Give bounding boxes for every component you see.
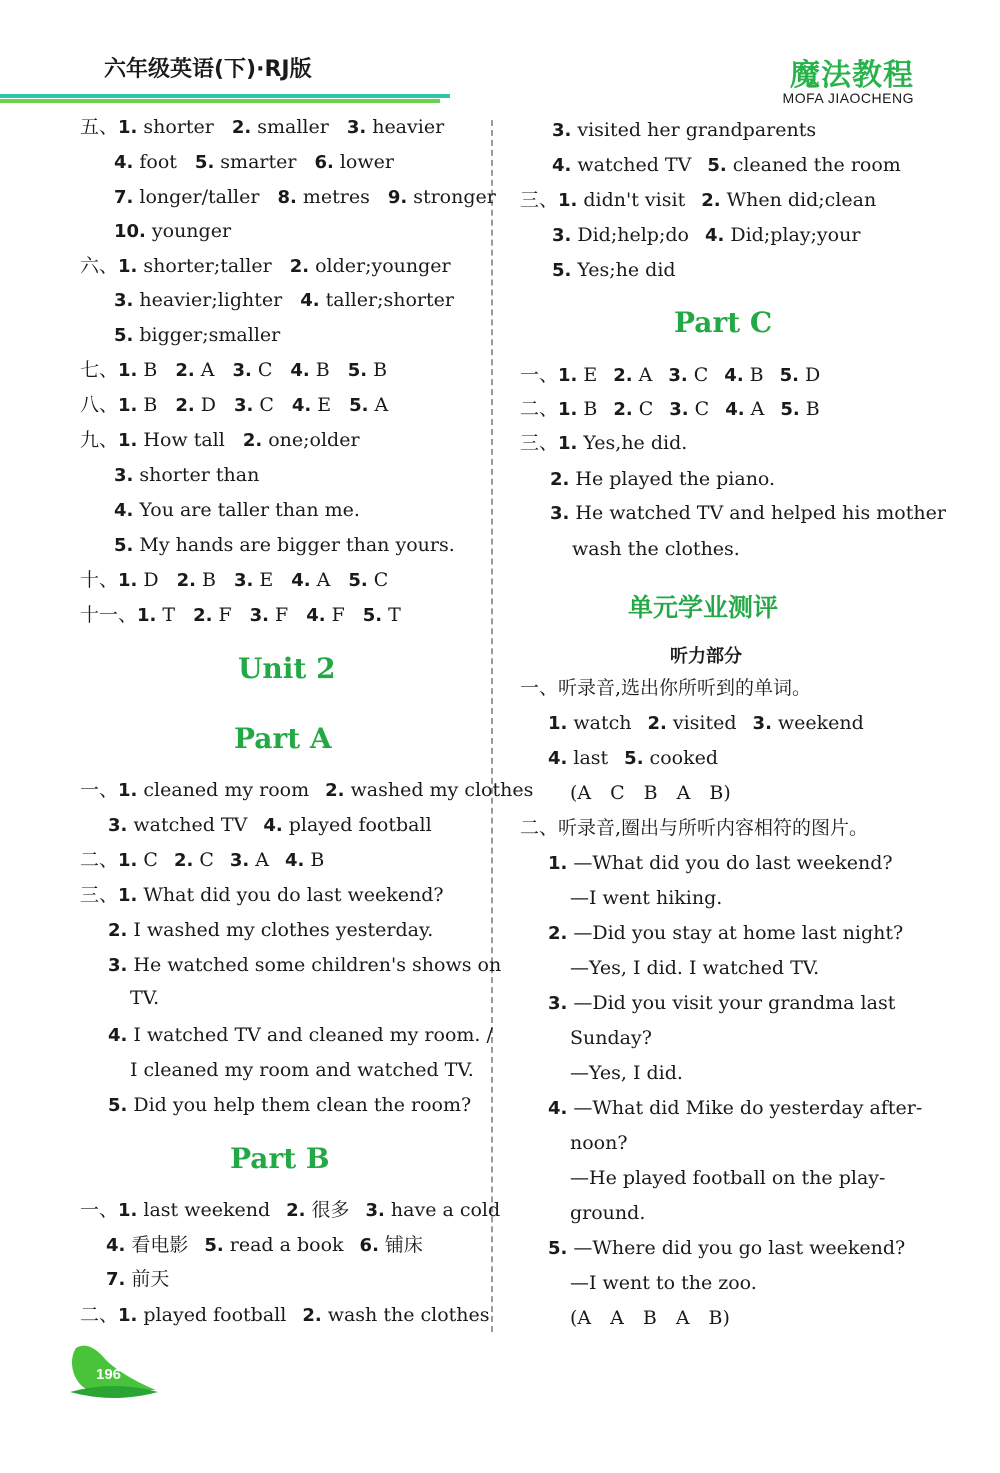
item-number: 1.: [118, 1200, 138, 1221]
item-number: 4.: [306, 605, 326, 626]
answer-text: Yes;he did: [577, 259, 676, 281]
answer-text: heavier;lighter: [139, 289, 283, 311]
item-number: 4.: [552, 155, 572, 176]
item-number: 2.: [701, 190, 721, 211]
item-number: 1.: [548, 713, 568, 734]
answer-text: smaller: [257, 116, 329, 138]
answer-text: D: [143, 569, 159, 591]
answer-text: Did;play;your: [730, 224, 861, 246]
answer-text: foot: [139, 151, 177, 173]
item-number: 3.: [365, 1200, 385, 1221]
answer-text: older;younger: [315, 255, 451, 277]
answer-text: smarter: [220, 151, 297, 173]
answer-text: shorter;taller: [143, 255, 272, 277]
answer-text: —Yes, I did.: [570, 1062, 683, 1084]
answer-text: C: [257, 359, 273, 381]
answer-text: D: [805, 364, 821, 386]
answer-line: [548, 850, 909, 877]
answer-text: (A C B A B): [570, 782, 731, 804]
item-number: 4.: [114, 500, 134, 521]
item-number: 2.: [647, 713, 667, 734]
item-number: 5.: [362, 605, 383, 626]
section-label: 一、: [80, 1199, 119, 1221]
section-label: 三、: [520, 189, 559, 211]
section-label: 二、: [80, 1304, 119, 1326]
answer-line: [108, 1022, 509, 1049]
answer-line: [108, 952, 517, 979]
item-number: 4.: [290, 360, 310, 381]
item-number: 6.: [359, 1235, 379, 1256]
item-number: 4.: [114, 152, 134, 173]
answer-text: A: [200, 359, 215, 381]
answer-text: A: [255, 849, 269, 871]
section-label: 一、: [520, 364, 559, 386]
answer-line: [552, 117, 832, 144]
answer-line: [548, 710, 880, 737]
item-number: 1.: [118, 1305, 138, 1326]
item-number: 9.: [387, 187, 408, 208]
item-number: 4.: [548, 1098, 568, 1119]
answer-text: How tall: [143, 429, 225, 451]
answer-text: visited her grandparents: [577, 119, 817, 141]
answer-text: last: [573, 747, 609, 769]
item-number: 7.: [106, 1269, 126, 1290]
item-number: 5.: [348, 570, 368, 591]
brand-logo: 魔法教程: [790, 58, 914, 93]
answer-text: F: [331, 604, 345, 626]
item-number: 3.: [232, 360, 252, 381]
answer-line: [80, 357, 405, 384]
answer-text: shorter: [143, 116, 214, 138]
answer-line: [520, 396, 836, 423]
answer-text: —What did you do last weekend?: [573, 852, 893, 874]
item-number: 4.: [300, 290, 320, 311]
item-number: 2.: [173, 850, 194, 871]
answer-line: [570, 955, 835, 981]
answer-text: C: [694, 398, 710, 420]
answer-text: younger: [151, 220, 232, 242]
item-number: 4.: [725, 399, 745, 420]
answer-text: played football: [143, 1304, 287, 1326]
answer-text: You are taller than me.: [139, 499, 360, 521]
answer-text: bigger;smaller: [139, 324, 281, 346]
answer-line: [114, 322, 298, 349]
item-number: 1.: [118, 395, 138, 416]
item-number: 3.: [668, 365, 688, 386]
answer-text: My hands are bigger than yours.: [139, 534, 455, 556]
answer-line: [80, 427, 378, 454]
answer-line: [106, 1232, 439, 1259]
answer-line: [108, 917, 449, 944]
unit-heading: Unit 2: [238, 652, 336, 685]
part-a-heading: Part A: [234, 722, 332, 755]
brand-subtitle: MOFA JIAOCHENG: [782, 90, 914, 106]
answer-text: heavier: [372, 116, 445, 138]
answer-line: [570, 1270, 773, 1296]
answer-text: cleaned my room: [143, 779, 310, 801]
part-c-heading: Part C: [674, 306, 773, 339]
item-number: 1.: [118, 256, 138, 277]
answer-text: cleaned the room: [732, 154, 901, 176]
answer-text: watched TV: [577, 154, 692, 176]
answer-text: A: [374, 394, 389, 416]
item-number: 1.: [558, 365, 578, 386]
answer-text: C: [373, 569, 389, 591]
answer-text: I cleaned my room and watched TV.: [130, 1059, 474, 1081]
answer-text: C: [143, 849, 158, 871]
answer-text: 铺床: [384, 1234, 423, 1256]
answer-line: [520, 675, 811, 701]
item-number: 2.: [176, 570, 196, 591]
item-number: 1.: [118, 885, 138, 906]
item-number: 5.: [779, 365, 800, 386]
answer-text: F: [275, 604, 289, 626]
answer-text: Did you help them clean the room?: [133, 1094, 472, 1116]
item-number: 4.: [724, 365, 744, 386]
item-number: 3.: [108, 955, 128, 976]
answer-line: [80, 1302, 506, 1329]
answer-line: [548, 1235, 921, 1262]
answer-text: ground.: [570, 1202, 646, 1224]
answer-line: [520, 187, 892, 214]
item-number: 5.: [548, 1238, 568, 1259]
item-number: 3.: [550, 503, 570, 524]
answer-line: [552, 152, 917, 179]
item-number: 5.: [347, 360, 368, 381]
answer-line: [548, 1095, 938, 1122]
answer-text: E: [583, 364, 598, 386]
answer-text: E: [259, 569, 274, 591]
answer-line: [520, 362, 836, 389]
item-number: 10.: [114, 221, 146, 242]
answer-text: wash the clothes.: [572, 538, 740, 560]
answer-text: A: [638, 364, 653, 386]
item-number: 2.: [613, 399, 633, 420]
answer-text: B: [749, 364, 764, 386]
item-number: 8.: [277, 187, 297, 208]
item-number: 1.: [558, 433, 578, 454]
item-number: 5.: [194, 152, 215, 173]
header-stripe: [0, 94, 450, 104]
answer-line: [550, 500, 962, 527]
answer-text: 很多: [311, 1199, 350, 1221]
answer-text: —I went to the zoo.: [570, 1272, 757, 1294]
answer-text: weekend: [777, 712, 864, 734]
item-number: 4.: [284, 850, 305, 871]
page-number: 196: [96, 1366, 122, 1383]
item-number: 2.: [325, 780, 345, 801]
listening-heading: 听力部分: [670, 646, 742, 667]
item-number: 3.: [752, 713, 772, 734]
answer-text: I washed my clothes yesterday.: [133, 919, 434, 941]
answer-text: B: [143, 359, 158, 381]
item-number: 3.: [669, 399, 689, 420]
section-label: 一、: [80, 779, 119, 801]
answer-line: [80, 114, 462, 141]
section-label: 三、: [520, 432, 559, 454]
answer-text: stronger: [413, 186, 496, 208]
item-number: 4.: [263, 815, 283, 836]
section-label: 九、: [80, 429, 119, 451]
item-number: 2.: [286, 1200, 306, 1221]
answer-line: [570, 1305, 746, 1331]
answer-text: 前天: [131, 1268, 170, 1290]
answer-text: B: [315, 359, 330, 381]
item-number: 1.: [118, 117, 138, 138]
answer-line: [114, 287, 472, 314]
answer-text: A: [316, 569, 331, 591]
section-label: 八、: [80, 394, 119, 416]
answer-line: [520, 815, 868, 841]
answer-text: —Did you stay at home last night?: [573, 922, 904, 944]
item-number: 3.: [108, 815, 128, 836]
answer-text: I watched TV and cleaned my room. /: [133, 1024, 493, 1046]
answer-text: washed my clothes: [350, 779, 534, 801]
item-number: 4.: [291, 570, 311, 591]
item-number: 4.: [704, 225, 725, 246]
answer-text: —What did Mike do yesterday after-: [573, 1097, 923, 1119]
answer-text: E: [317, 394, 332, 416]
answer-line: [552, 257, 692, 284]
column-divider: [491, 120, 493, 1332]
item-number: 1.: [558, 190, 578, 211]
answer-line: [114, 184, 514, 211]
answer-text: When did;clean: [726, 189, 877, 211]
item-number: 5.: [552, 260, 572, 281]
answer-line: [114, 218, 249, 245]
answer-line: [80, 253, 469, 280]
item-number: 2.: [175, 395, 195, 416]
answer-line: [520, 430, 703, 457]
answer-line: [130, 985, 175, 1011]
answer-text: played football: [288, 814, 432, 836]
item-number: 5.: [114, 535, 134, 556]
answer-text: F: [218, 604, 232, 626]
item-number: 2.: [193, 605, 213, 626]
answer-line: [114, 497, 378, 524]
item-number: 1.: [548, 853, 568, 874]
answer-text: Sunday?: [570, 1027, 652, 1049]
answer-text: D: [200, 394, 216, 416]
item-number: 2.: [302, 1305, 322, 1326]
answer-line: [80, 392, 406, 419]
answer-line: [106, 1266, 185, 1293]
answer-line: [572, 536, 756, 562]
answer-text: taller;shorter: [325, 289, 454, 311]
answer-text: cooked: [649, 747, 718, 769]
answer-line: [548, 745, 734, 772]
answer-text: have a cold: [390, 1199, 501, 1221]
answer-text: He watched TV and helped his mother: [575, 502, 946, 524]
section-label: 一、听录音,选出你所听到的单词。: [520, 677, 812, 699]
answer-text: What did you do last weekend?: [143, 884, 444, 906]
item-number: 1.: [137, 605, 157, 626]
answer-line: [130, 1057, 490, 1083]
answer-text: —Where did you go last weekend?: [573, 1237, 906, 1259]
answer-line: [80, 777, 549, 804]
test-heading: 单元学业测评: [628, 593, 779, 622]
answer-line: [570, 1060, 699, 1086]
item-number: 5.: [707, 155, 727, 176]
answer-line: [114, 149, 412, 176]
answer-text: T: [388, 604, 401, 626]
answer-text: noon?: [570, 1132, 628, 1154]
item-number: 3.: [552, 225, 572, 246]
answer-line: [80, 882, 460, 909]
answer-line: [548, 920, 919, 947]
answer-line: [80, 847, 340, 874]
answer-line: [570, 1200, 661, 1226]
answer-text: B: [202, 569, 216, 591]
answer-text: last weekend: [143, 1199, 271, 1221]
item-number: 5.: [349, 395, 369, 416]
answer-line: [552, 222, 876, 249]
item-number: 1.: [558, 399, 578, 420]
part-b-heading: Part B: [230, 1142, 330, 1175]
item-number: 6.: [314, 152, 334, 173]
item-number: 1.: [118, 780, 138, 801]
answer-text: lower: [339, 151, 394, 173]
item-number: 5.: [204, 1235, 224, 1256]
answer-text: A: [750, 398, 765, 420]
book-title: 六年级英语(下)·RJ版: [104, 57, 312, 82]
answer-text: B: [805, 398, 820, 420]
section-label: 三、: [80, 884, 119, 906]
answer-text: He played the piano.: [575, 468, 776, 490]
item-number: 3.: [552, 120, 572, 141]
section-label: 六、: [80, 255, 119, 277]
item-number: 4.: [548, 748, 568, 769]
answer-text: Did;help;do: [577, 224, 689, 246]
answer-text: —I went hiking.: [570, 887, 723, 909]
item-number: 3.: [548, 993, 568, 1014]
answer-text: Yes,he did.: [583, 432, 688, 454]
answer-text: watched TV: [133, 814, 248, 836]
answer-line: [108, 812, 448, 839]
item-number: 3.: [233, 395, 254, 416]
item-number: 3.: [233, 570, 254, 591]
answer-text: wash the clothes: [327, 1304, 490, 1326]
answer-text: longer/taller: [139, 186, 260, 208]
section-label: 七、: [80, 359, 119, 381]
section-label: 五、: [80, 116, 119, 138]
item-number: 1.: [118, 570, 138, 591]
answer-text: B: [583, 398, 598, 420]
answer-line: [548, 990, 911, 1017]
answer-text: C: [693, 364, 709, 386]
section-label: 十一、: [80, 604, 138, 626]
answer-text: B: [143, 394, 158, 416]
answer-text: shorter than: [139, 464, 260, 486]
answer-line: [80, 1197, 516, 1224]
answer-line: [114, 532, 473, 559]
item-number: 1.: [118, 850, 138, 871]
answer-line: [570, 780, 747, 806]
item-number: 1.: [118, 430, 138, 451]
answer-line: [570, 1025, 668, 1051]
item-number: 5.: [114, 325, 134, 346]
item-number: 2.: [548, 923, 568, 944]
item-number: 2.: [242, 430, 263, 451]
answer-text: one;older: [268, 429, 360, 451]
answer-text: T: [162, 604, 176, 626]
item-number: 2.: [175, 360, 195, 381]
answer-text: —Did you visit your grandma last: [573, 992, 896, 1014]
answer-text: C: [199, 849, 214, 871]
answer-text: C: [259, 394, 274, 416]
answer-text: didn't visit: [583, 189, 686, 211]
answer-text: —He played football on the play-: [570, 1167, 886, 1189]
item-number: 2.: [289, 256, 310, 277]
page-number-badge: [66, 1340, 161, 1404]
answer-text: C: [638, 398, 654, 420]
item-number: 5.: [780, 399, 800, 420]
answer-text: TV.: [130, 987, 160, 1009]
answer-text: watch: [573, 712, 632, 734]
section-label: 二、听录音,圈出与所听内容相符的图片。: [520, 817, 869, 839]
item-number: 2.: [108, 920, 128, 941]
answer-text: visited: [672, 712, 737, 734]
answer-line: [570, 885, 738, 911]
answer-text: B: [373, 359, 388, 381]
section-label: 二、: [520, 398, 559, 420]
answer-line: [570, 1165, 901, 1191]
item-number: 3.: [346, 117, 367, 138]
answer-line: [570, 1130, 644, 1156]
item-number: 3.: [229, 850, 250, 871]
section-label: 二、: [80, 849, 119, 871]
item-number: 2.: [550, 469, 570, 490]
answer-text: metres: [302, 186, 370, 208]
item-number: 5.: [108, 1095, 128, 1116]
item-number: 1.: [118, 360, 138, 381]
answer-line: [80, 602, 419, 629]
answer-text: B: [310, 849, 325, 871]
item-number: 3.: [114, 465, 134, 486]
item-number: 2.: [613, 365, 633, 386]
item-number: 7.: [114, 187, 134, 208]
section-label: 十、: [80, 569, 119, 591]
item-number: 4.: [108, 1025, 128, 1046]
answer-line: [114, 462, 277, 489]
item-number: 3.: [114, 290, 134, 311]
item-number: 5.: [624, 748, 644, 769]
answer-text: 看电影: [131, 1234, 189, 1256]
item-number: 4.: [106, 1235, 126, 1256]
answer-line: [80, 567, 406, 594]
answer-text: —Yes, I did. I watched TV.: [570, 957, 820, 979]
answer-text: read a book: [229, 1234, 344, 1256]
answer-text: (A A B A B): [570, 1307, 730, 1329]
answer-line: [108, 1092, 487, 1119]
answer-text: He watched some children's shows on: [133, 954, 502, 976]
item-number: 3.: [249, 605, 270, 626]
answer-line: [550, 466, 791, 493]
item-number: 4.: [291, 395, 312, 416]
item-number: 2.: [231, 117, 252, 138]
